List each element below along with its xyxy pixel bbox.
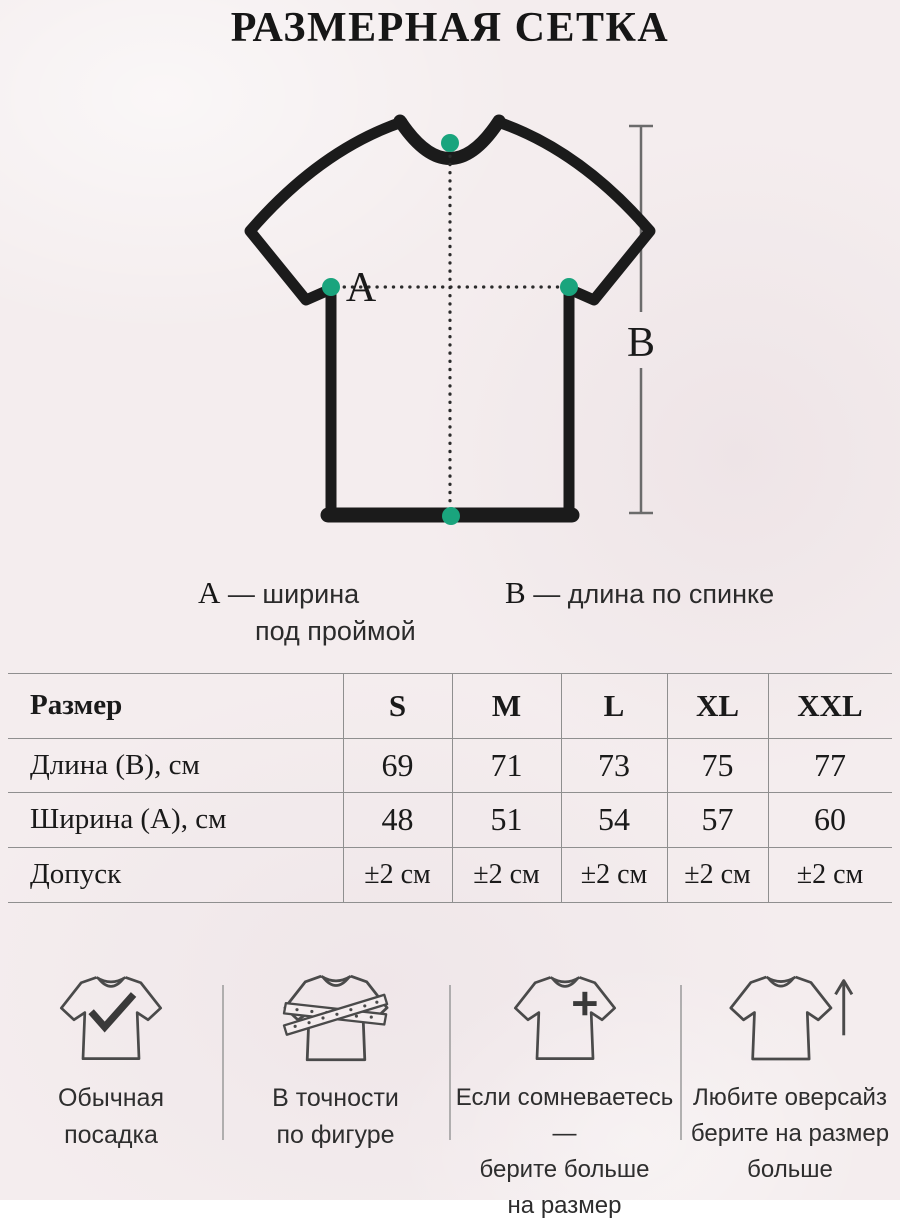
tshirt-arrow-up-icon xyxy=(724,962,856,1074)
tshirt-tape-icon xyxy=(277,962,395,1074)
dotted-guides xyxy=(336,148,564,508)
fit-cell-regular xyxy=(0,962,222,1154)
length-xl: 75 xyxy=(701,746,734,783)
legend-a xyxy=(198,574,416,650)
row-tolerance-label: Допуск xyxy=(30,858,122,890)
size-col-s: S xyxy=(388,687,407,723)
tshirt-measurement-diagram xyxy=(0,0,900,570)
label-a: A xyxy=(345,265,377,311)
fit-label-line: по фигуре xyxy=(276,1121,395,1149)
legend-b xyxy=(505,574,774,613)
legend-b-letter: В xyxy=(505,575,526,610)
arrow-up xyxy=(836,981,852,1036)
legend-a-line1 xyxy=(198,574,416,613)
label-b: B xyxy=(626,320,656,366)
table-line xyxy=(8,902,892,903)
width-xl: 57 xyxy=(701,801,734,837)
legend-b-text: — длина по спинке xyxy=(533,579,775,609)
fit-label xyxy=(272,1080,399,1154)
fit-label-line: В точности xyxy=(272,1084,399,1112)
tshirt-check-icon xyxy=(55,962,167,1074)
row-length-label: Длина (В), см xyxy=(30,748,200,781)
fit-label-line: Любите оверсайз xyxy=(693,1084,887,1111)
width-s: 48 xyxy=(381,801,414,837)
tol-l: ±2 см xyxy=(580,858,648,890)
legend-a-line2: под проймой xyxy=(255,616,416,646)
fit-label xyxy=(691,1080,889,1188)
fit-label-line: Если сомневаетесь — xyxy=(455,1084,674,1147)
tol-xxl: ±2 см xyxy=(796,858,864,890)
legend-a-text: — ширина xyxy=(227,579,360,609)
tol-m: ±2 см xyxy=(473,858,540,890)
width-m: 51 xyxy=(490,801,523,837)
tol-xl: ±2 см xyxy=(684,858,751,890)
width-xxl: 60 xyxy=(814,801,846,837)
tshirt-plus-icon xyxy=(509,962,621,1074)
length-m: 71 xyxy=(490,746,523,783)
row-width-label: Ширина (А), см xyxy=(30,803,227,835)
width-l: 54 xyxy=(598,801,630,837)
fit-label-line: Обычная xyxy=(57,1084,164,1112)
tol-s: ±2 см xyxy=(364,858,431,890)
fit-cell-exact xyxy=(222,962,449,1154)
fit-label xyxy=(58,1080,164,1154)
length-l: 73 xyxy=(598,746,630,783)
fit-label-line: на размер xyxy=(507,1192,622,1219)
table-header-label: Размер xyxy=(30,689,123,721)
fit-label-line: берите больше xyxy=(479,1156,650,1183)
fit-label-line: больше xyxy=(747,1156,833,1183)
size-col-l: L xyxy=(603,687,625,723)
fit-label-line: посадка xyxy=(64,1121,158,1149)
size-col-xxl: XXL xyxy=(797,687,863,723)
length-s: 69 xyxy=(381,746,414,783)
length-xxl: 77 xyxy=(814,746,846,783)
size-col-m: M xyxy=(491,687,522,723)
fit-cell-oversize xyxy=(680,962,900,1188)
fit-label xyxy=(449,1080,680,1224)
legend-a-letter: А xyxy=(198,575,221,610)
fit-cell-doubt xyxy=(449,962,680,1224)
fit-label-line: берите на размер xyxy=(690,1120,890,1147)
page-title: РАЗМЕРНАЯ СЕТКА xyxy=(230,5,670,51)
size-col-xl: XL xyxy=(695,687,740,723)
